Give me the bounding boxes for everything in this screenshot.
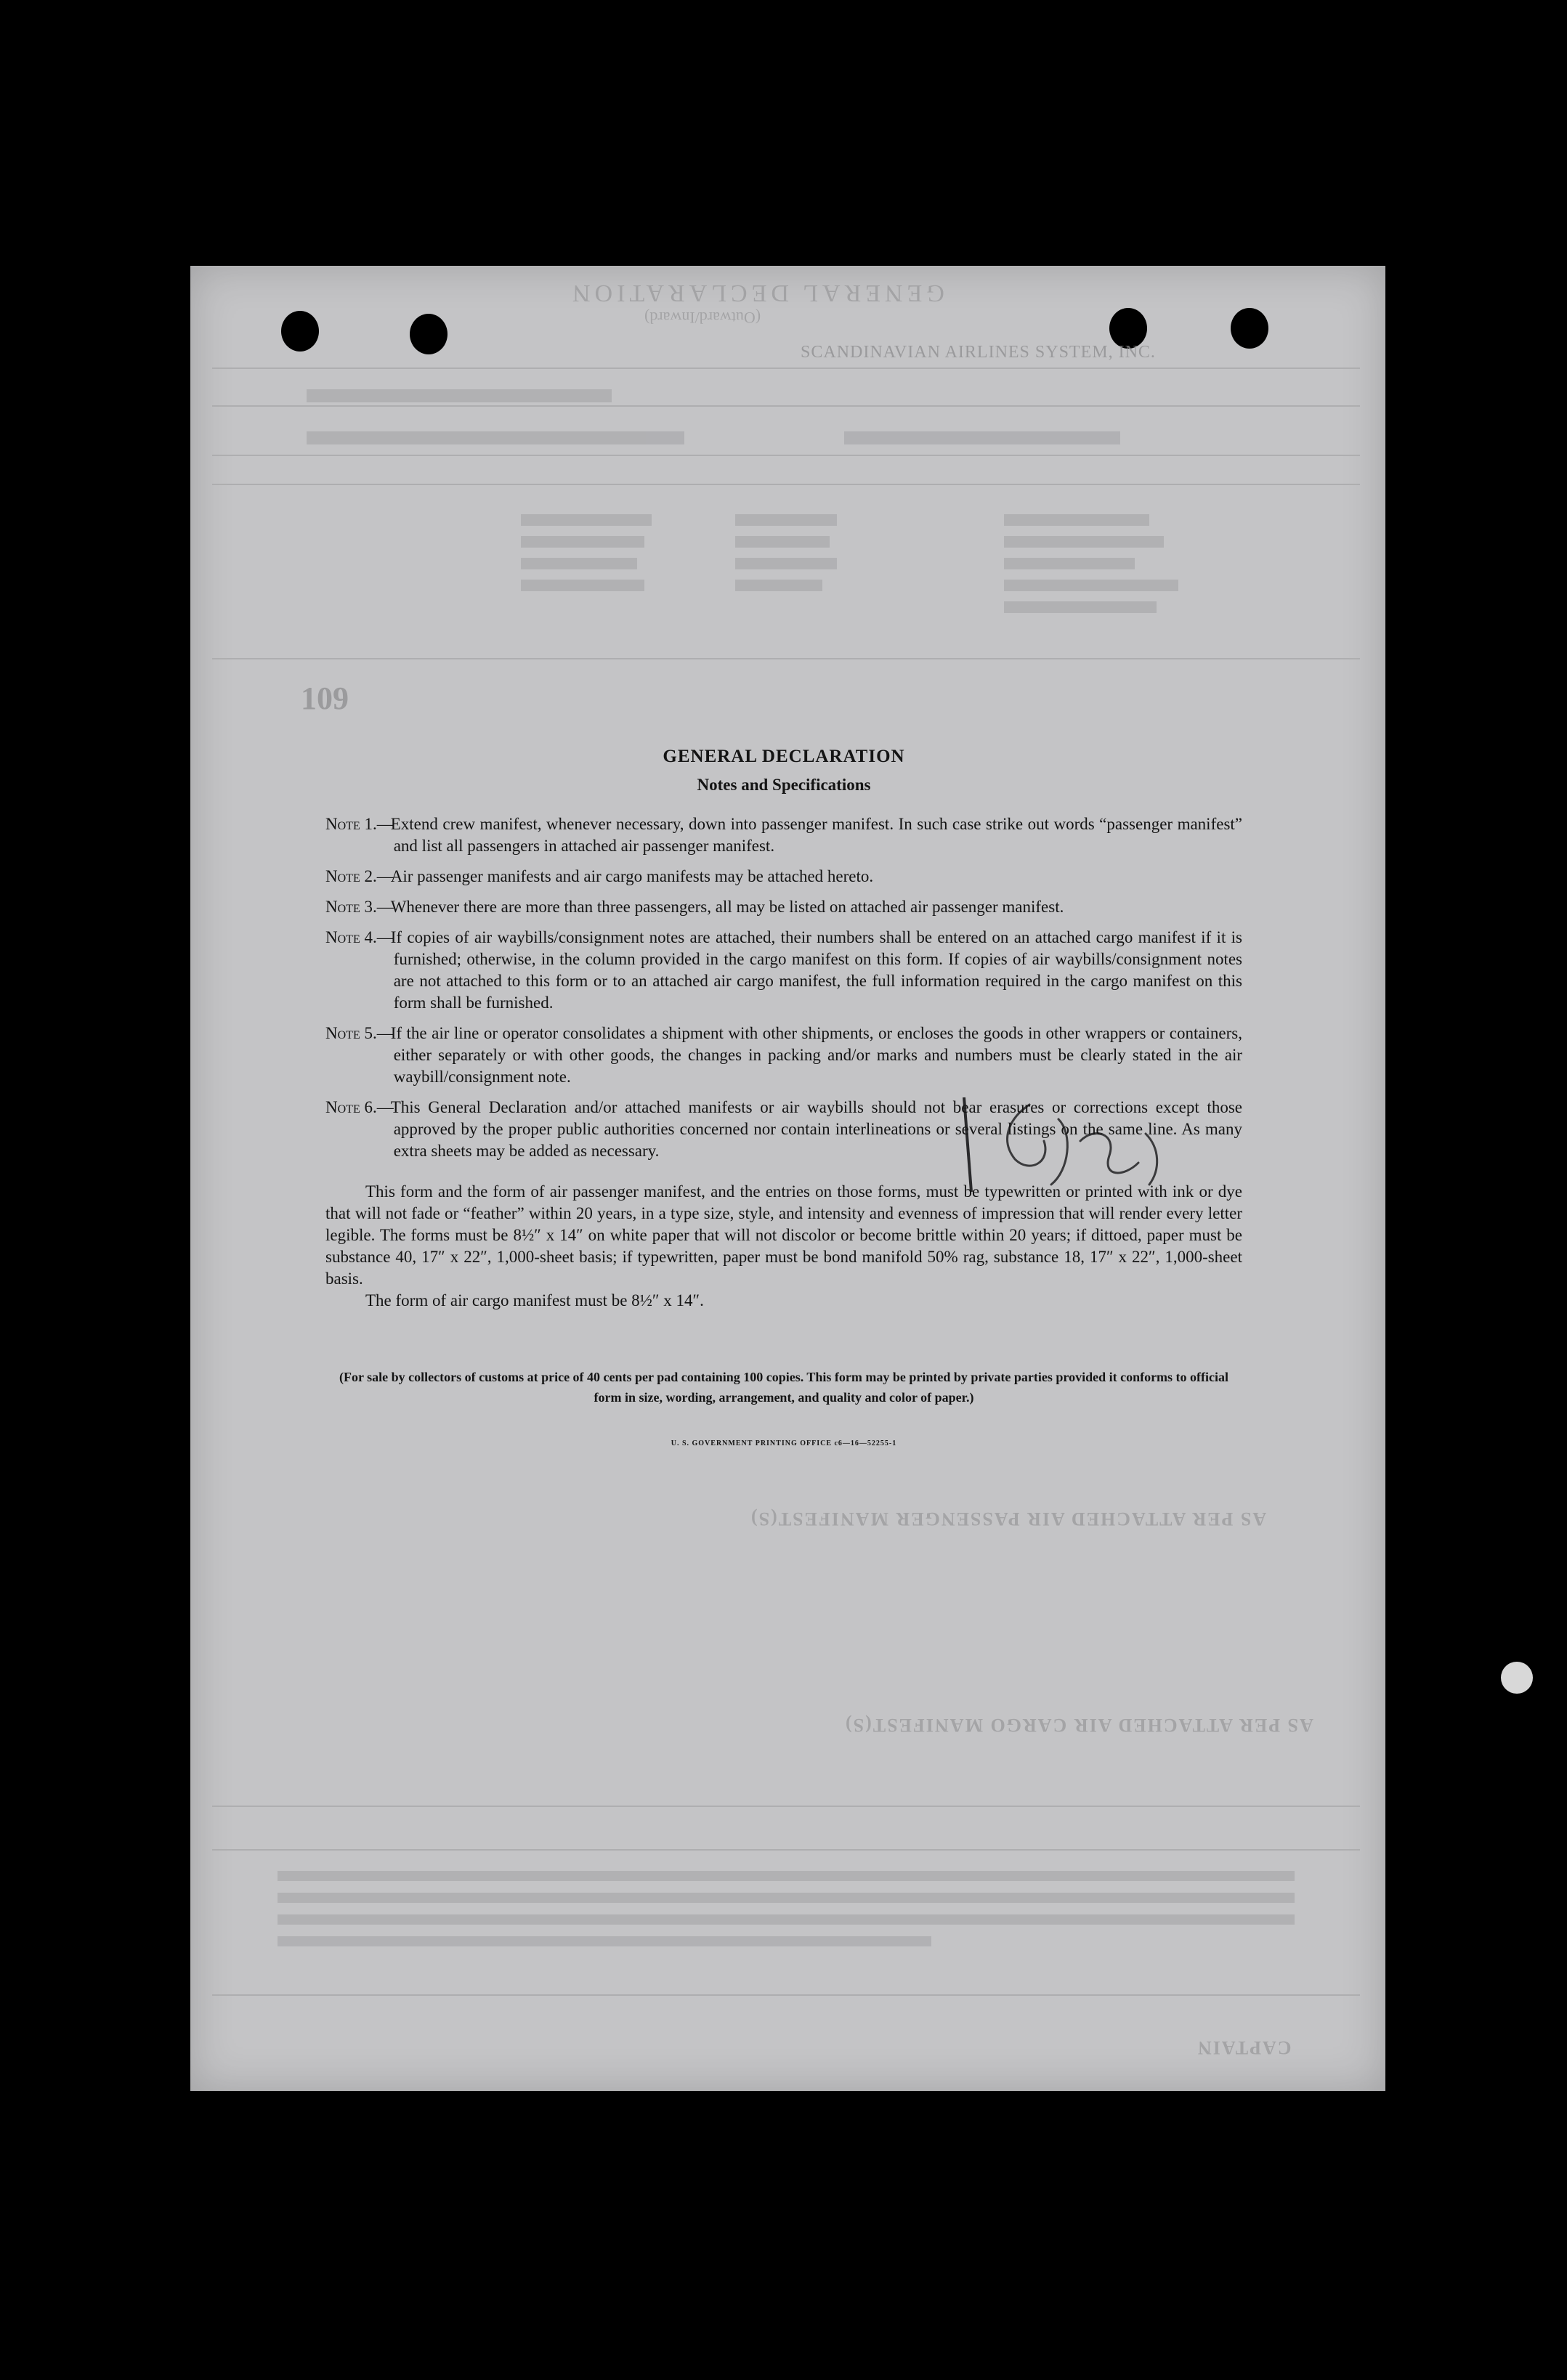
bleed-through-title: GENERAL DECLARATION bbox=[568, 280, 944, 306]
printer-imprint: U. S. GOVERNMENT PRINTING OFFICE c6—16—52255-1 bbox=[671, 1439, 897, 1447]
note-2 bbox=[325, 866, 1242, 888]
note-label: Note 2.— bbox=[325, 867, 394, 885]
note-label: Note 1.— bbox=[325, 815, 394, 833]
notes-list bbox=[325, 813, 1242, 1162]
note-label: Note 3.— bbox=[325, 898, 394, 916]
notes-content bbox=[325, 747, 1242, 1447]
note-4 bbox=[325, 927, 1242, 1014]
cargo-manifest-size-paragraph: The form of air cargo manifest must be 8½″ x 14″. bbox=[365, 1291, 704, 1309]
note-1 bbox=[325, 813, 1242, 857]
page-title: GENERAL DECLARATION bbox=[663, 747, 905, 766]
page-subtitle: Notes and Specifications bbox=[697, 776, 871, 794]
bleed-through-cargo-manifest: AS PER ATTACHED AIR CARGO MANIFEST(S) bbox=[844, 1715, 1313, 1736]
note-label: Note 5.— bbox=[325, 1024, 394, 1042]
bleed-through-stamp-number: 109 bbox=[301, 681, 349, 716]
note-label: Note 6.— bbox=[325, 1098, 394, 1116]
note-text: This General Declaration and/or attached manifests or air waybills should not bear erasures or corrections except those approved by the proper public authorities concerned nor contain interlineations or several listings on the same line. As many extra sheets may be added as necessary. bbox=[390, 1098, 1242, 1160]
note-5 bbox=[325, 1023, 1242, 1088]
note-text: If copies of air waybills/consignment notes are attached, their numbers shall be entered on an attached cargo manifest if it is furnished; otherwise, in the column provided in the cargo manifest on this form. If copies of air waybills/consignment notes are not attached to this form or to an attached air cargo manifest, the full information required in the cargo manifest on this form shall be furnished. bbox=[390, 928, 1242, 1012]
note-text: Whenever there are more than three passengers, all may be listed on attached air passenger manifest. bbox=[390, 898, 1064, 916]
bleed-through-operator: SCANDINAVIAN AIRLINES SYSTEM, INC. bbox=[801, 343, 1156, 362]
note-text: Air passenger manifests and air cargo manifests may be attached hereto. bbox=[390, 867, 874, 885]
note-text: Extend crew manifest, whenever necessary, down into passenger manifest. In such case strike out words “passenger manifest” and list all passengers in attached air passenger manifest. bbox=[390, 815, 1242, 855]
bleed-through-passenger-manifest: AS PER ATTACHED AIR PASSENGER MANIFEST(S) bbox=[750, 1508, 1267, 1530]
bleed-through-captain: CAPTAIN bbox=[1196, 2037, 1292, 2058]
form-specifications-paragraph: This form and the form of air passenger manifest, and the entries on those forms, must be typewritten or printed with ink or dye that will not fade or “feather” within 20 years, in a type size, style, and intensity and evenness of impression that will render every letter legible. The forms must be 8½″ x 14″ on white paper that will not discolor or become brittle within 20 years; if dittoed, paper must be substance 40, 17″ x 22″, 1,000-sheet basis; if typewritten, paper must be bond manifold 50% rag, substance 18, 17″ x 22″, 1,000-sheet basis. bbox=[325, 1182, 1242, 1288]
note-6 bbox=[325, 1097, 1242, 1162]
note-label: Note 4.— bbox=[325, 928, 394, 946]
sale-notice: (For sale by collectors of customs at price of 40 cents per pad containing 100 copies. This form may be printed by private parties provided it conforms to official form in size, wording, arrangement, and quality and color of paper.) bbox=[339, 1370, 1229, 1405]
note-text: If the air line or operator consolidates a shipment with other shipments, or encloses the goods in other wrappers or containers, either separately or with other goods, the changes in packing and/or marks and numbers must be clearly stated in the air waybill/consignment note. bbox=[390, 1024, 1242, 1086]
page-edge-marks bbox=[1497, 1641, 1540, 1859]
bleed-through-subtitle: (Outward/Inward) bbox=[644, 309, 761, 327]
note-3 bbox=[325, 896, 1242, 918]
